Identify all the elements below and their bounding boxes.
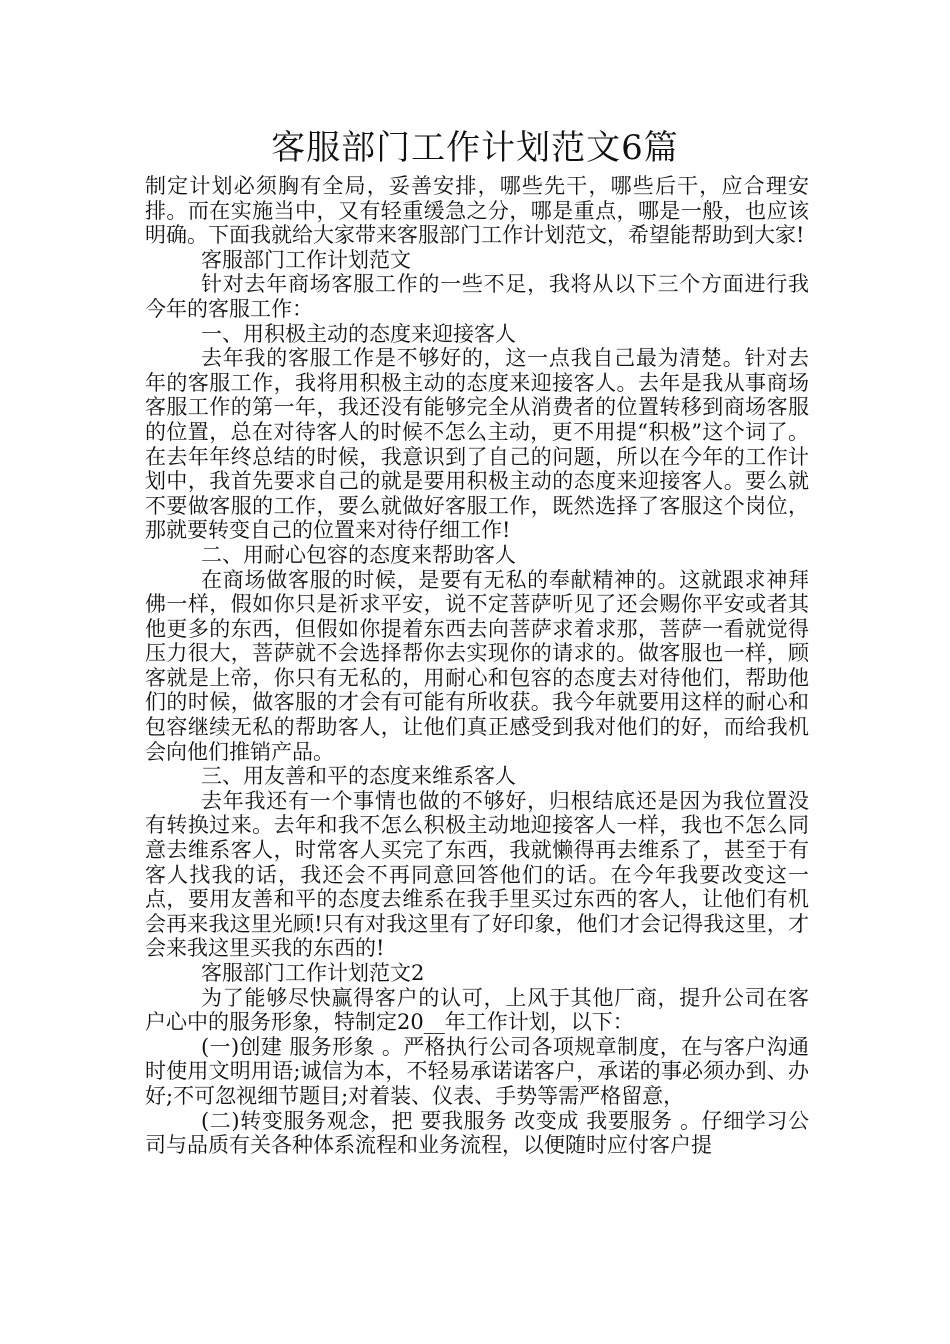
- body-paragraph: (一)创建 服务形象 。严格执行公司各项规章制度，在与客户沟通时使用文明用语;诚信为本，不轻易承诺诺客户，承诺的事必须办到、办好;不可忽视细节题目;对着装、仪表、手势等需严格留意，: [145, 1034, 809, 1108]
- body-paragraph: 为了能够尽快赢得客户的认可，上风于其他厂商，提升公司在客户心中的服务形象，特制定20__年工作计划，以下：: [145, 985, 809, 1035]
- subsection-heading: 二、用耐心包容的态度来帮助客人: [201, 542, 516, 567]
- body-paragraph: 去年我的客服工作是不够好的，这一点我自己最为清楚。针对去年的客服工作，我将用积极主动的态度来迎接客人。去年是我从事商场客服工作的第一年，我还没有能够完全从消费者的位置转移到商场客服的位置，总在对待客人的时候不怎么主动，更不用提“积极”这个词了。在去年年终总结的时候，我意识到了自己的问题，所以在今年的工作计划中，我首先要求自己的就是要用积极主动的态度来迎接客人。要么就不要做客服的工作，要么就做好客服工作，既然选择了客服这个岗位，那就要转变自己的位置来对待仔细工作!: [145, 346, 809, 543]
- subsection-heading: 一、用积极主动的态度来迎接客人: [201, 321, 516, 346]
- body-paragraph: (二)转变服务观念，把 要我服务 改变成 我要服务 。仔细学习公司与品质有关各种体系流程和业务流程，以便随时应付客户提: [145, 1108, 809, 1158]
- section-heading: 客服部门工作计划范文: [201, 247, 411, 272]
- body-paragraph: 去年我还有一个事情也做的不够好，归根结底还是因为我位置没有转换过来。去年和我不怎么积极主动地迎接客人一样，我也不怎么同意去维系客人，时常客人买完了东西，我就懒得再去维系了，甚至于有客人找我的话，我还会不再同意回答他们的话。在今年我要改变这一点，要用友善和平的态度去维系在我手里买过东西的客人，让他们有机会再来我这里光顾!只有对我这里有了好印象，他们才会记得我这里，才会来我这里买我的东西的!: [145, 788, 809, 961]
- section-heading: 客服部门工作计划范文2: [201, 961, 425, 985]
- subsection-heading: 三、用友善和平的态度来维系客人: [201, 764, 516, 789]
- intro-paragraph: 制定计划必须胸有全局，妥善安排，哪些先干，哪些后干，应合理安排。而在实施当中，又有轻重缓急之分，哪是重点，哪是一般，也应该明确。下面我就给大家带来客服部门工作计划范文，希望能帮助到大家!: [145, 174, 809, 248]
- body-paragraph: 在商场做客服的时候，是要有无私的奉献精神的。这就跟求神拜佛一样，假如你只是祈求平安，说不定菩萨听见了还会赐你平安或者其他更多的东西，但假如你提着东西去向菩萨求着求那，菩萨一看就觉得压力很大，菩萨就不会选择帮你去实现你的请求的。做客服也一样，顾客就是上帝，你只有无私的，用耐心和包容的态度去对待他们，帮助他们的时候，做客服的才会有可能有所收获。我今年就要用这样的耐心和包容继续无私的帮助客人，让他们真正感受到我对他们的好，而给我机会向他们推销产品。: [145, 567, 809, 764]
- document-title: 客服部门工作计划范文6篇: [271, 128, 679, 168]
- document-body: [145, 174, 809, 1158]
- body-paragraph: 针对去年商场客服工作的一些不足，我将从以下三个方面进行我今年的客服工作：: [145, 272, 809, 321]
